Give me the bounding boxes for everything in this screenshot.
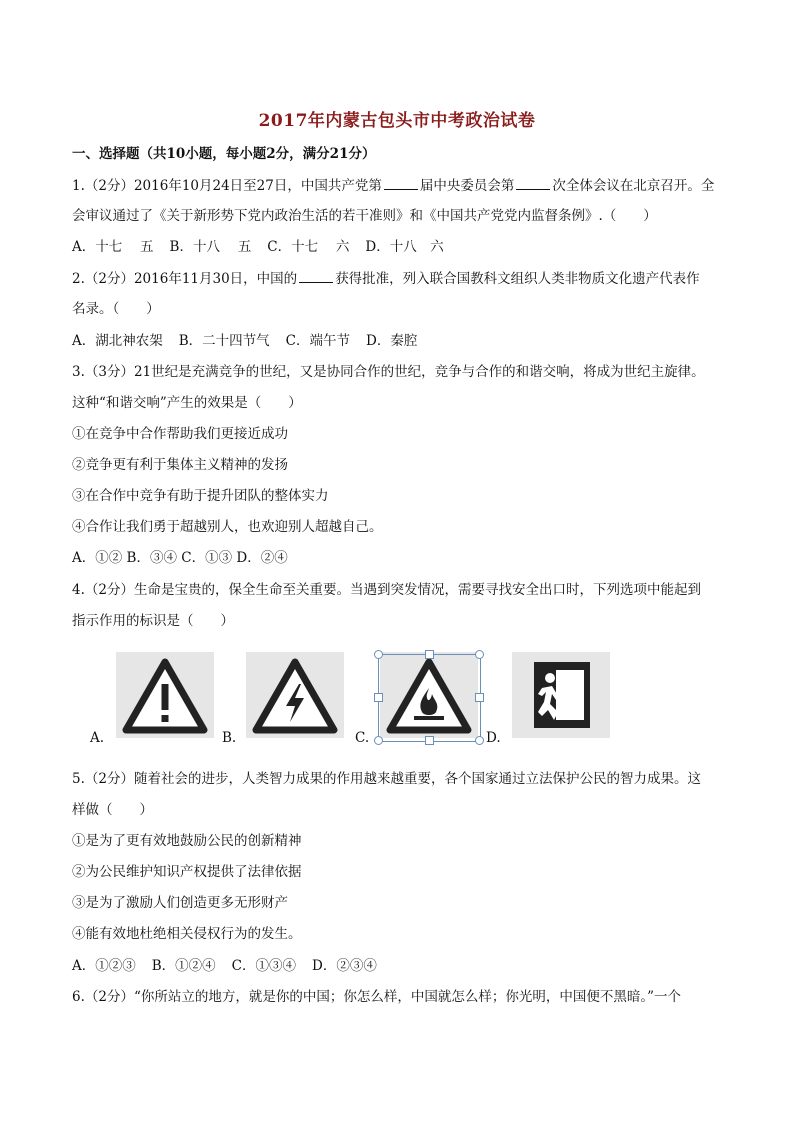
question-3-line-1: 3.（3分）21世纪是充满竞争的世纪，又是协同合作的世纪，竞争与合作的和谐交响，将成为世纪主旋律。 (72, 364, 705, 380)
option-a: A．①②③ (72, 958, 136, 974)
answer-blank (516, 177, 550, 190)
question-5-options (72, 958, 393, 974)
option-a: A．十七 五 (72, 239, 154, 255)
question-2-line-1: 2.（2分）2016年11月30日，中国的 获得批准，列入联合国教科文组织人类非物质文化遗产代表作 (72, 271, 700, 287)
answer-blank (384, 177, 418, 190)
resize-handle[interactable] (425, 736, 434, 745)
option-c: C．十七 六 (267, 239, 350, 255)
question-3-options: A．①② B．③④ C．①③ D．②④ (72, 550, 288, 566)
question-5-item-1: ①是为了更有效地鼓励公民的创新精神 (72, 833, 302, 849)
option-b: B．二十四节气 (178, 333, 270, 349)
question-3-item-2: ②竞争更有利于集体主义精神的发扬 (72, 457, 288, 473)
section-heading: 一、选择题（共10小题，每小题2分，满分21分） (72, 146, 376, 162)
resize-handle[interactable] (475, 736, 484, 745)
question-4-line-1: 4.（2分）生命是宝贵的，保全生命至关重要。当遇到突发情况，需要寻找安全出口时，下列选项中能起到 (72, 582, 701, 598)
question-1-line-1: 1.（2分）2016年10月24日至27日，中国共产党第 届中央委员会第 次全体会议在北京召开。全 (72, 178, 715, 194)
option-a: A．湖北神农架 (72, 333, 163, 349)
high-voltage-icon (246, 652, 344, 738)
question-5-item-2: ②为公民维护知识产权提供了法律依据 (72, 864, 302, 880)
question-4-sign-options (72, 650, 722, 750)
question-6-line-1: 6.（2分）“你所站立的地方，就是你的中国；你怎么样，中国就怎么样；你光明，中国便不黑暗。”一个 (72, 989, 682, 1005)
option-b: B．十八 五 (169, 239, 252, 255)
answer-blank (299, 270, 333, 283)
question-1-line-2: 会审议通过了《关于新形势下党内政治生活的若干准则》和《中国共产党党内监督条例》.（ ） (72, 208, 657, 224)
image-selection-frame[interactable] (378, 654, 481, 742)
question-5-line-1: 5.（2分）随着社会的进步，人类智力成果的作用越来越重要，各个国家通过立法保护公民的智力成果。这 (72, 771, 701, 787)
option-b-label: B. (222, 730, 237, 746)
question-2-options (72, 333, 433, 349)
resize-handle[interactable] (374, 650, 383, 659)
resize-handle[interactable] (425, 650, 434, 659)
question-3-line-2: 这种“和谐交响”产生的效果是（ ） (72, 395, 302, 411)
option-c: C．端午节 (285, 333, 351, 349)
page-title: 2017年内蒙古包头市中考政治试卷 (258, 111, 536, 131)
option-d-label: D. (486, 730, 501, 746)
option-c-label: C. (355, 730, 370, 746)
resize-handle[interactable] (475, 650, 484, 659)
resize-handle[interactable] (374, 693, 383, 702)
resize-handle[interactable] (475, 693, 484, 702)
question-1-options (72, 239, 460, 255)
option-d: D．十八 六 (365, 239, 444, 255)
option-b: B．①②④ (151, 958, 216, 974)
warning-exclamation-icon (116, 652, 214, 738)
option-a-label: A. (90, 730, 105, 746)
emergency-exit-icon (512, 652, 610, 738)
resize-handle[interactable] (374, 736, 383, 745)
option-c: C．①③④ (231, 958, 297, 974)
option-d: D．秦腔 (366, 333, 418, 349)
question-4-line-2: 指示作用的标识是（ ） (72, 613, 234, 629)
question-5-item-4: ④能有效地杜绝相关侵权行为的发生。 (72, 926, 302, 942)
question-2-line-2: 名录。（ ） (72, 301, 160, 317)
question-5-line-2: 样做（ ） (72, 802, 153, 818)
question-5-item-3: ③是为了激励人们创造更多无形财产 (72, 895, 288, 911)
question-3-item-4: ④合作让我们勇于超越别人，也欢迎别人超越自己。 (72, 519, 383, 535)
question-3-item-1: ①在竞争中合作帮助我们更接近成功 (72, 426, 288, 442)
question-3-item-3: ③在合作中竞争有助于提升团队的整体实力 (72, 488, 329, 504)
option-d: D．②③④ (312, 958, 377, 974)
